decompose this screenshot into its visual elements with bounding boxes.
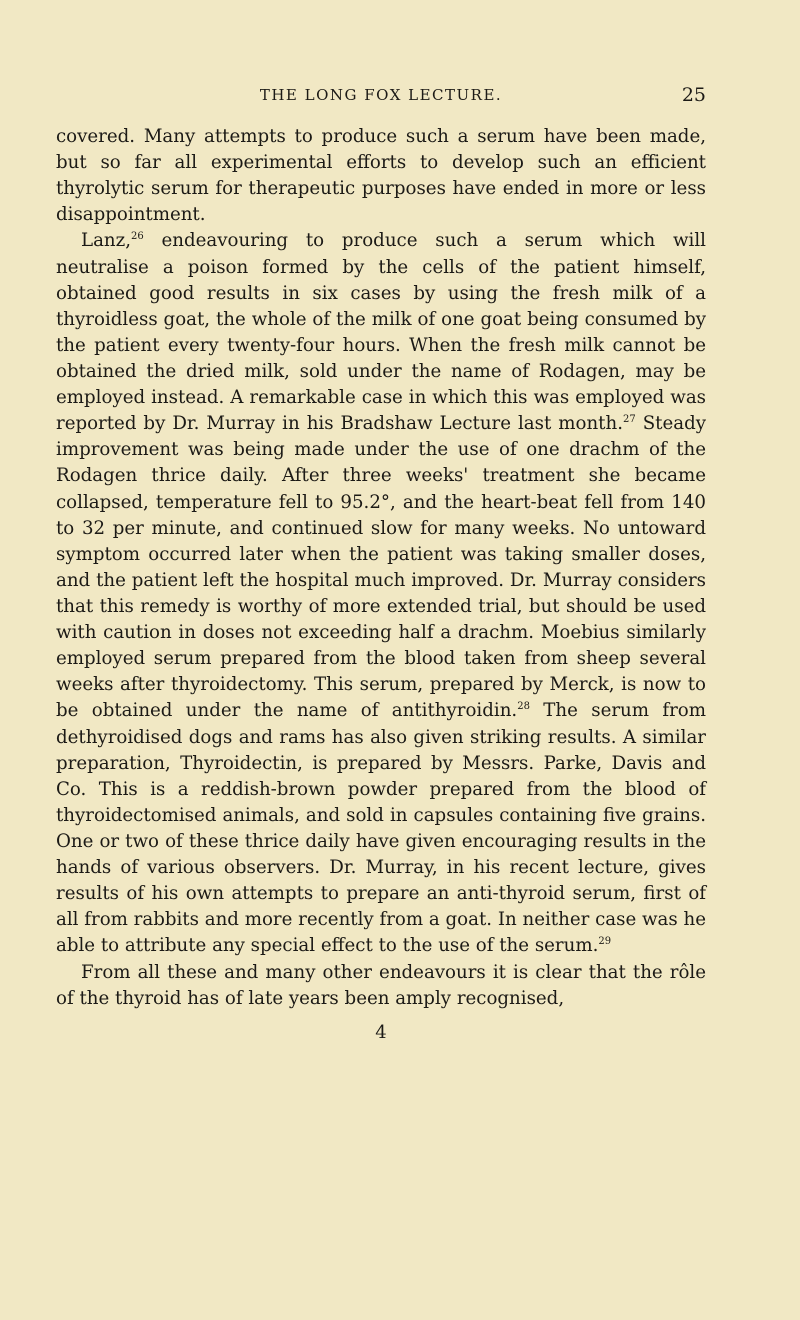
paragraph-text: Steady improvement was being made under the use of one drachm of the Rodagen thrice daily. After three weeks' treatment she became collapsed, temperature fell to 95.2°, and the heart-beat fell from 140 to 32 per minute, and continued slow for many weeks. No untoward symptom occurred later when the patient was taking smaller doses, and the patient left the hospital much improved. Dr. Murray considers that this remedy is worthy of more extended trial, but should be used with caution in doses not exceeding half a drachm. Moebius similarly employed serum prepared from the blood taken from sheep several weeks after thyroidectomy. This serum, prepared by Merck, is now to be obtained under the name of antithyroidin. [56, 413, 707, 722]
signature-mark: 4 [375, 1022, 387, 1043]
paragraph-text: The serum from dethyroidised dogs and rams has also given striking results. A similar preparation, Thyroidectin, is prepared by Messrs. Parke, Davis and Co. This is a reddish-brown powder prepared from the blood of thyroidectomised animals, and sold in capsules containing five grains. One or two of these thrice daily have given encouraging results in the hands of various observers. Dr. Murray, in his recent lecture, gives results of his own attempts to prepare an anti-thyroid serum, first of all from rabbits and more recently from a goat. In neither case was he able to attribute any special effect to the use of the serum. [56, 700, 706, 957]
paragraph-text: From all these and many other endeavours it is clear that the rôle of the thyroid has of late years been amply recognised, [56, 961, 706, 1009]
paragraph-text: covered. Many attempts to produce such a serum have been made, but so far all experimental efforts to develop such an efficient thyrolytic serum for therapeutic purposes have ended in more or less disappointment. [56, 126, 706, 226]
page-header [56, 84, 706, 110]
footnote-ref: 29 [598, 936, 612, 948]
footnote-ref: 27 [623, 414, 636, 426]
paragraph-text: Lanz, [81, 230, 131, 252]
footnote-ref: 26 [131, 231, 144, 243]
paragraph-text: endeavouring to produce such a serum which will neutralise a poison formed by the cells of the patient himself, obtained good results in six cases by using the fresh milk of a thyroidless goat, the whole of the milk of one goat being consumed by the patient every twenty-four hours. When the fresh milk cannot be obtained the dried milk, sold under the name of Rodagen, may be employed instead. A remarkable case in which this was employed was reported by Dr. Murray in his Bradshaw Lecture last month. [56, 230, 706, 435]
paragraph [56, 124, 706, 228]
footnote-ref: 28 [517, 701, 530, 713]
paragraph [56, 960, 706, 1012]
paragraph [56, 228, 706, 959]
running-title: THE LONG FOX LECTURE. [259, 86, 503, 104]
body-text [56, 124, 706, 1012]
page-number: 25 [681, 84, 706, 106]
